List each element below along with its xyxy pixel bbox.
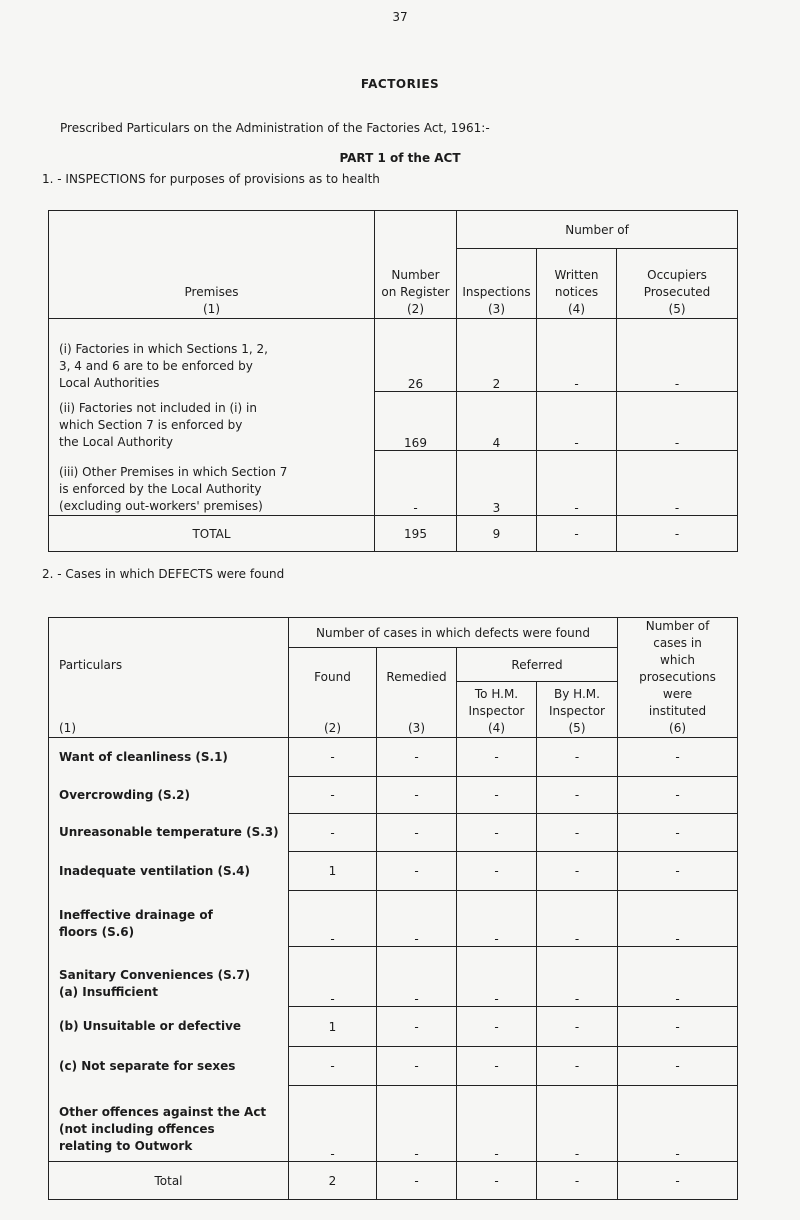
inspections-value: 2 (457, 319, 537, 392)
found-value: - (289, 1047, 377, 1086)
prescribed-particulars: Prescribed Particulars on the Administration of the Factories Act, 1961:- (60, 121, 490, 135)
by-hm-value: - (537, 738, 618, 777)
total-label: Total (49, 1162, 289, 1200)
to-hm-value: - (457, 891, 537, 947)
remedied-value: - (377, 891, 457, 947)
particulars-label: Want of cleanliness (S.1) (49, 738, 289, 777)
total-row (49, 516, 738, 552)
to-hm-value: - (457, 1007, 537, 1047)
total-label: TOTAL (49, 516, 375, 552)
prosecutions-value: - (618, 947, 738, 1007)
inspections-value: 3 (457, 451, 537, 516)
table-row (49, 947, 738, 1007)
table-row (49, 451, 738, 516)
total-prosecuted: - (617, 516, 738, 552)
remedied-value: - (377, 777, 457, 814)
found-value: - (289, 947, 377, 1007)
number-of-cases-header: Number of cases in which defects were found (289, 618, 618, 648)
prosecutions-value: - (618, 891, 738, 947)
to-hm-value: - (457, 947, 537, 1007)
defects-table (48, 617, 738, 1200)
prosecuted-value: - (617, 319, 738, 392)
remedied-value: - (377, 947, 457, 1007)
referred-header: Referred (457, 648, 618, 682)
particulars-header: Particulars (1) (49, 618, 289, 738)
premises-label: (ii) Factories not included in (i) in which Section 7 is enforced by the Local Authority (49, 392, 375, 451)
premises-label: (iii) Other Premises in which Section 7 is enforced by the Local Authority (excluding out-workers' premises) (49, 451, 375, 516)
found-value: - (289, 1086, 377, 1162)
total-inspections: 9 (457, 516, 537, 552)
table-row (49, 738, 738, 777)
part-heading: PART 1 of the ACT (339, 151, 461, 165)
remedied-value: - (377, 1007, 457, 1047)
to-hm-value: - (457, 1047, 537, 1086)
found-value: - (289, 891, 377, 947)
particulars-label: Overcrowding (S.2) (49, 777, 289, 814)
prosecutions-value: - (618, 1086, 738, 1162)
total-notices: - (537, 516, 617, 552)
particulars-label: Ineffective drainage of floors (S.6) (49, 891, 289, 947)
total-to-hm: - (457, 1162, 537, 1200)
table-row (49, 852, 738, 891)
total-remedied: - (377, 1162, 457, 1200)
notices-value: - (537, 392, 617, 451)
inspections-header: Inspections (3) (457, 249, 537, 319)
section1-heading: 1. - INSPECTIONS for purposes of provisions as to health (42, 172, 380, 186)
found-value: - (289, 738, 377, 777)
table-row (49, 1086, 738, 1162)
particulars-label: (c) Not separate for sexes (49, 1047, 289, 1086)
to-hm-value: - (457, 777, 537, 814)
found-header: Found (2) (289, 648, 377, 738)
total-found: 2 (289, 1162, 377, 1200)
inspections-value: 4 (457, 392, 537, 451)
prosecuted-value: - (617, 392, 738, 451)
particulars-label: Sanitary Conveniences (S.7) (a) Insufficient (49, 947, 289, 1007)
by-hm-inspector-header: By H.M. Inspector (5) (537, 682, 618, 738)
by-hm-value: - (537, 1047, 618, 1086)
notices-value: - (537, 319, 617, 392)
by-hm-value: - (537, 1086, 618, 1162)
total-register: 195 (375, 516, 457, 552)
particulars-label: Unreasonable temperature (S.3) (49, 814, 289, 852)
prosecutions-value: - (618, 814, 738, 852)
register-value: 26 (375, 319, 457, 392)
found-value: - (289, 777, 377, 814)
found-value: - (289, 814, 377, 852)
prosecuted-value: - (617, 451, 738, 516)
total-by-hm: - (537, 1162, 618, 1200)
register-value: 169 (375, 392, 457, 451)
to-hm-value: - (457, 814, 537, 852)
section2-heading: 2. - Cases in which DEFECTS were found (42, 567, 285, 581)
premises-label: (i) Factories in which Sections 1, 2, 3, 4 and 6 are to be enforced by Local Authorities (49, 319, 375, 392)
total-row (49, 1162, 738, 1200)
found-value: 1 (289, 1007, 377, 1047)
page-number: 37 (392, 10, 408, 24)
to-hm-value: - (457, 738, 537, 777)
remedied-header: Remedied (3) (377, 648, 457, 738)
by-hm-value: - (537, 814, 618, 852)
particulars-label: (b) Unsuitable or defective (49, 1007, 289, 1047)
premises-header: Premises (1) (49, 211, 375, 319)
prosecutions-header: Number of cases in which prosecutions were instituted (6) (618, 618, 738, 738)
by-hm-value: - (537, 1007, 618, 1047)
by-hm-value: - (537, 777, 618, 814)
total-prosecutions: - (618, 1162, 738, 1200)
table-row (49, 1047, 738, 1086)
by-hm-value: - (537, 891, 618, 947)
by-hm-value: - (537, 947, 618, 1007)
particulars-label: Other offences against the Act (not including offences relating to Outwork (49, 1086, 289, 1162)
table-row (49, 319, 738, 392)
remedied-value: - (377, 738, 457, 777)
occupiers-prosecuted-header: Occupiers Prosecuted (5) (617, 249, 738, 319)
prosecutions-value: - (618, 1007, 738, 1047)
remedied-value: - (377, 814, 457, 852)
inspections-table (48, 210, 738, 552)
prosecutions-value: - (618, 852, 738, 891)
prosecutions-value: - (618, 738, 738, 777)
prosecutions-value: - (618, 1047, 738, 1086)
to-hm-inspector-header: To H.M. Inspector (4) (457, 682, 537, 738)
prosecutions-value: - (618, 777, 738, 814)
found-value: 1 (289, 852, 377, 891)
table-row (49, 1007, 738, 1047)
page-title: FACTORIES (360, 77, 440, 91)
register-value: - (375, 451, 457, 516)
remedied-value: - (377, 1047, 457, 1086)
number-of-header: Number of (457, 211, 738, 249)
by-hm-value: - (537, 852, 618, 891)
table-row (49, 814, 738, 852)
table-row (49, 891, 738, 947)
register-header: Number on Register (2) (375, 211, 457, 319)
table-row (49, 392, 738, 451)
remedied-value: - (377, 1086, 457, 1162)
to-hm-value: - (457, 1086, 537, 1162)
remedied-value: - (377, 852, 457, 891)
particulars-label: Inadequate ventilation (S.4) (49, 852, 289, 891)
notices-value: - (537, 451, 617, 516)
table-row (49, 777, 738, 814)
to-hm-value: - (457, 852, 537, 891)
written-notices-header: Written notices (4) (537, 249, 617, 319)
